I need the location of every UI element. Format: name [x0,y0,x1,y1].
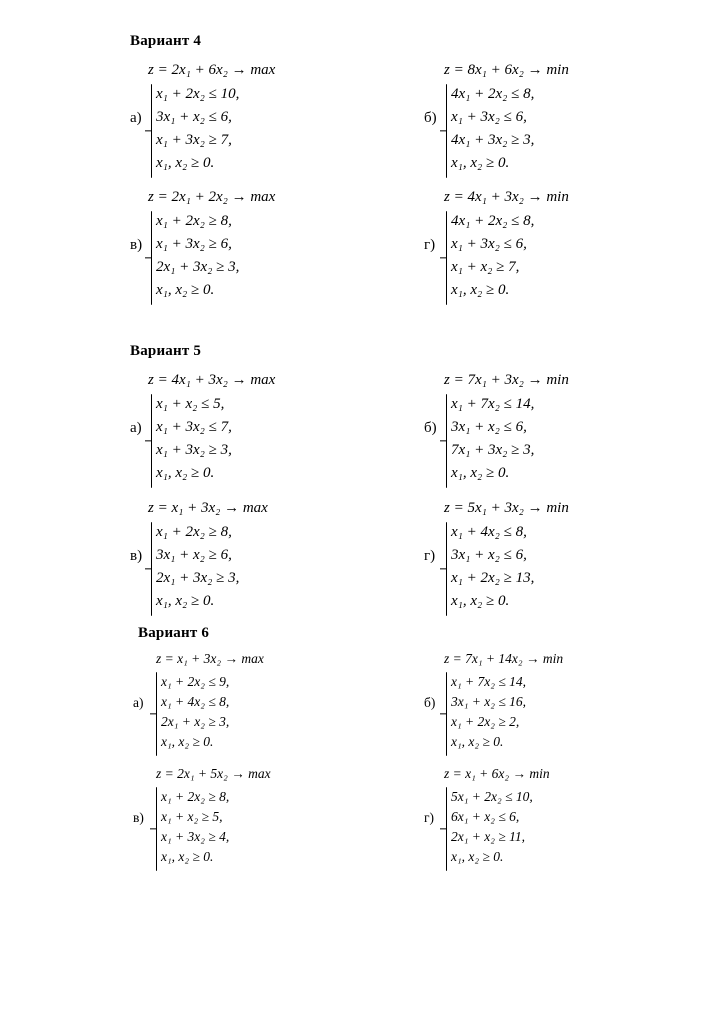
constraint-4g-3: x₁ + x₂ ≥ 7, [451,259,520,275]
label-6a: а) [133,695,144,710]
constraint-4v-2: x₁ + 3x₂ ≥ 6, [156,236,232,252]
objective-4a: z = 2x₁ + 6x₂ → max [148,62,276,78]
constraint-5b-3: 7x₁ + 3x₂ ≥ 3, [451,442,535,458]
brace-4v [151,211,152,305]
constraint-6a-4: x₁, x₂ ≥ 0. [161,734,214,749]
brace-5g [446,522,447,616]
constraint-4b-4: x₁, x₂ ≥ 0. [451,155,510,171]
variant-5-title: Вариант 5 [130,343,202,359]
constraint-5g-4: x₁, x₂ ≥ 0. [451,593,510,609]
objective-6g: z = x₁ + 6x₂ → min [444,766,550,781]
objective-6v: z = 2x₁ + 5x₂ → max [156,766,271,781]
label-6g: г) [424,810,435,825]
constraint-5a-1: x₁ + x₂ ≤ 5, [156,396,225,412]
brace-5v [151,522,152,616]
constraint-6b-2: 3x₁ + x₂ ≤ 16, [451,694,527,709]
variant-6-title: Вариант 6 [138,625,210,641]
constraint-5g-3: x₁ + 2x₂ ≥ 13, [451,570,535,586]
constraint-6v-4: x₁, x₂ ≥ 0. [161,849,214,864]
constraint-6b-4: x₁, x₂ ≥ 0. [451,734,504,749]
constraint-4a-4: x₁, x₂ ≥ 0. [156,155,215,171]
constraint-4v-3: 2x₁ + 3x₂ ≥ 3, [156,259,240,275]
objective-5b: z = 7x₁ + 3x₂ → min [444,372,569,388]
constraint-4b-3: 4x₁ + 3x₂ ≥ 3, [451,132,535,148]
constraint-5a-2: x₁ + 3x₂ ≤ 7, [156,419,232,435]
brace-6a [156,672,157,756]
constraint-4v-4: x₁, x₂ ≥ 0. [156,282,215,298]
objective-5a: z = 4x₁ + 3x₂ → max [148,372,276,388]
constraint-6v-3: x₁ + 3x₂ ≥ 4, [161,829,230,844]
constraint-6a-2: x₁ + 4x₂ ≤ 8, [161,694,230,709]
brace-4a [151,84,152,178]
label-4g: г) [424,237,436,253]
constraint-4a-1: x₁ + 2x₂ ≤ 10, [156,86,240,102]
brace-4b [446,84,447,178]
brace-5b [446,394,447,488]
constraint-6g-4: x₁, x₂ ≥ 0. [451,849,504,864]
variant-4-title: Вариант 4 [130,33,202,49]
label-5g: г) [424,548,436,564]
label-4a: а) [130,110,142,126]
constraint-5b-4: x₁, x₂ ≥ 0. [451,465,510,481]
constraint-4a-2: 3x₁ + x₂ ≤ 6, [156,109,232,125]
brace-6b [446,672,447,756]
constraint-5g-2: 3x₁ + x₂ ≤ 6, [451,547,527,563]
label-5v: в) [130,548,143,564]
constraint-6g-2: 6x₁ + x₂ ≤ 6, [451,809,520,824]
constraint-5g-1: x₁ + 4x₂ ≤ 8, [451,524,527,540]
objective-5v: z = x₁ + 3x₂ → max [148,500,268,516]
constraint-5v-2: 3x₁ + x₂ ≥ 6, [156,547,232,563]
label-4v: в) [130,237,143,253]
objective-4g: z = 4x₁ + 3x₂ → min [444,189,569,205]
constraint-4a-3: x₁ + 3x₂ ≥ 7, [156,132,232,148]
objective-6a: z = x₁ + 3x₂ → max [156,651,264,666]
constraint-6a-3: 2x₁ + x₂ ≥ 3, [161,714,230,729]
constraint-4g-1: 4x₁ + 2x₂ ≤ 8, [451,213,535,229]
constraint-4b-2: x₁ + 3x₂ ≤ 6, [451,109,527,125]
constraint-4g-4: x₁, x₂ ≥ 0. [451,282,510,298]
brace-5a [151,394,152,488]
constraint-6v-2: x₁ + x₂ ≥ 5, [161,809,223,824]
constraint-5b-2: 3x₁ + x₂ ≤ 6, [451,419,527,435]
brace-6v [156,787,157,871]
label-6b: б) [424,695,436,710]
objective-4b: z = 8x₁ + 6x₂ → min [444,62,569,78]
label-5a: а) [130,420,142,436]
constraint-6b-1: x₁ + 7x₂ ≤ 14, [451,674,527,689]
constraint-5v-1: x₁ + 2x₂ ≥ 8, [156,524,232,540]
constraint-4g-2: x₁ + 3x₂ ≤ 6, [451,236,527,252]
constraint-5a-4: x₁, x₂ ≥ 0. [156,465,215,481]
constraint-6g-1: 5x₁ + 2x₂ ≤ 10, [451,789,533,804]
constraint-6v-1: x₁ + 2x₂ ≥ 8, [161,789,230,804]
constraint-5a-3: x₁ + 3x₂ ≥ 3, [156,442,232,458]
constraint-6b-3: x₁ + 2x₂ ≥ 2, [451,714,520,729]
constraint-5v-4: x₁, x₂ ≥ 0. [156,593,215,609]
objective-4v: z = 2x₁ + 2x₂ → max [148,189,276,205]
constraint-6g-3: 2x₁ + x₂ ≥ 11, [451,829,526,844]
objective-6b: z = 7x₁ + 14x₂ → min [444,651,564,666]
constraint-6a-1: x₁ + 2x₂ ≤ 9, [161,674,230,689]
label-4b: б) [424,110,437,126]
constraint-4b-1: 4x₁ + 2x₂ ≤ 8, [451,86,535,102]
constraint-4v-1: x₁ + 2x₂ ≥ 8, [156,213,232,229]
objective-5g: z = 5x₁ + 3x₂ → min [444,500,569,516]
constraint-5v-3: 2x₁ + 3x₂ ≥ 3, [156,570,240,586]
brace-4g [446,211,447,305]
label-6v: в) [133,810,144,825]
brace-6g [446,787,447,871]
constraint-5b-1: x₁ + 7x₂ ≤ 14, [451,396,535,412]
label-5b: б) [424,420,437,436]
